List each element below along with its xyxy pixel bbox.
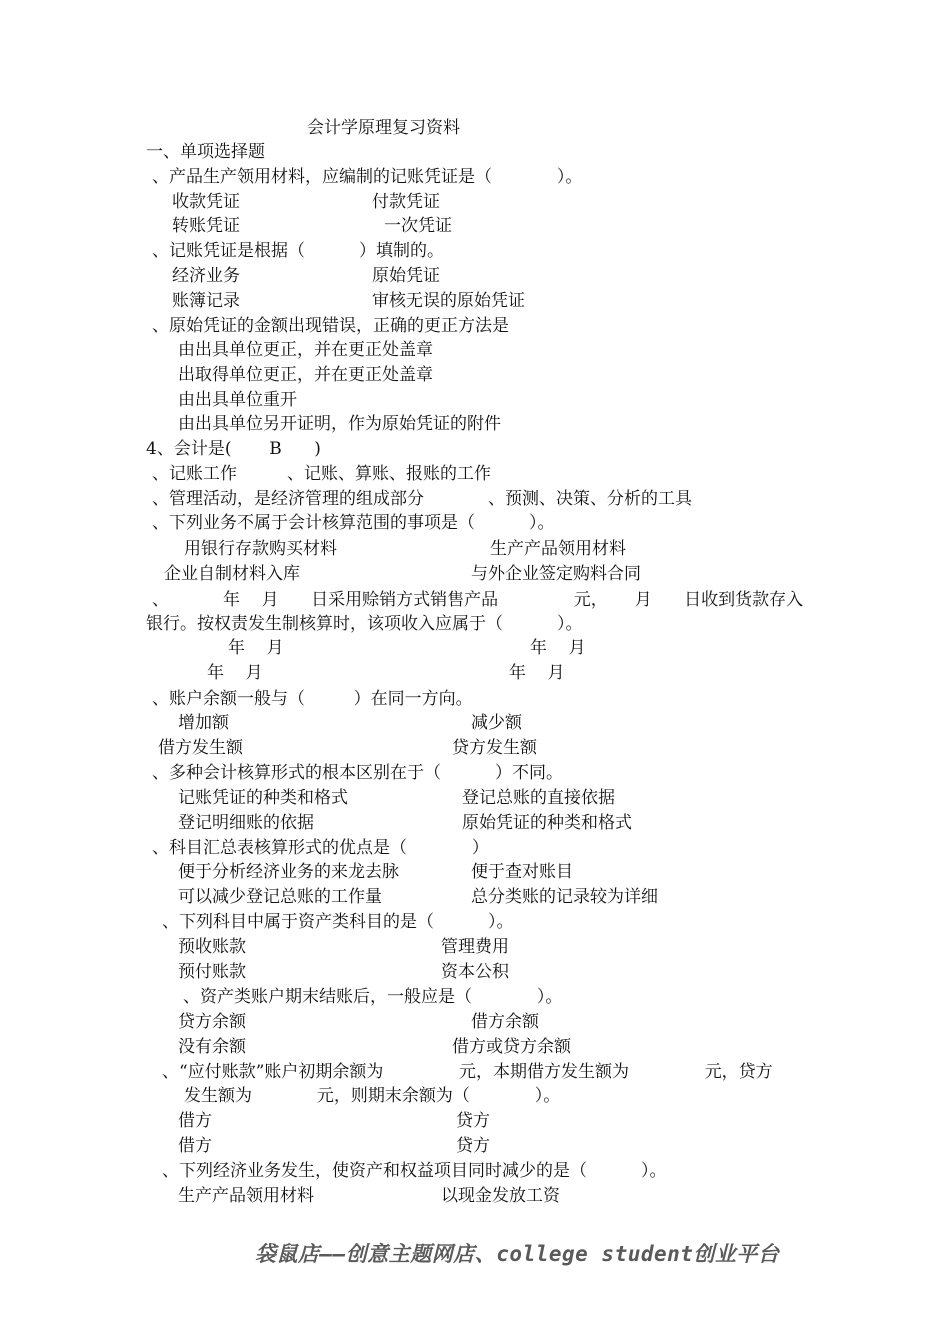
question-3-option-d: 由出具单位另开证明，作为原始凭证的附件: [178, 414, 501, 434]
question-3-option-a: 由出具单位更正，并在更正处盖章: [178, 340, 433, 360]
footer-watermark: 袋鼠店——创意主题网店、college student创业平台: [255, 1242, 780, 1266]
question-13-option-b: 以现金发放工资: [441, 1186, 560, 1206]
question-11-option-d: 借方或贷方余额: [452, 1037, 571, 1057]
question-4-option-b: 、记账、算账、报账的工作: [287, 464, 491, 484]
question-8-option-d: 原始凭证的种类和格式: [462, 813, 632, 833]
question-11-option-c: 没有余额: [178, 1037, 246, 1057]
question-12-option-b: 贷方: [456, 1111, 490, 1131]
question-4-option-a: 、记账工作: [152, 464, 237, 484]
question-6-option-d: 年 月: [509, 663, 565, 683]
question-12-stem: 、“应付账款”账户初期余额为 元，本期借方发生额为 元，贷方: [162, 1062, 773, 1082]
question-13-stem: 、下列经济业务发生，使资产和权益项目同时减少的是（ ）。: [162, 1161, 667, 1181]
question-7-stem: 、账户余额一般与（ ）在同一方向。: [152, 689, 473, 709]
question-7-option-a: 增加额: [178, 713, 229, 733]
question-7-option-d: 贷方发生额: [452, 738, 537, 758]
section-heading: 一、单项选择题: [146, 142, 265, 162]
question-3-option-b: 出取得单位更正，并在更正处盖章: [178, 365, 433, 385]
question-12-option-d: 贷方: [456, 1136, 490, 1156]
question-12-option-c: 借方: [178, 1136, 212, 1156]
question-4-stem: 4、会计是( B ): [146, 439, 321, 459]
question-2-option-d: 审核无误的原始凭证: [372, 291, 525, 311]
document-title: 会计学原理复习资料: [307, 118, 460, 138]
question-6-stem-continued: 银行。按权责发生制核算时，该项收入应属于（ ）。: [146, 614, 583, 634]
question-5-stem: 、下列业务不属于会计核算范围的事项是（ ）。: [152, 513, 555, 533]
question-5-option-a: 用银行存款购买材料: [184, 539, 337, 559]
question-10-option-c: 预付账款: [178, 962, 246, 982]
question-11-option-a: 贷方余额: [178, 1012, 246, 1032]
question-2-option-a: 经济业务: [172, 266, 240, 286]
question-6-option-c: 年 月: [207, 663, 263, 683]
question-11-stem: 、资产类账户期末结账后，一般应是（ ）。: [183, 987, 563, 1007]
question-6-option-a: 年 月: [228, 638, 284, 658]
question-9-option-d: 总分类账的记录较为详细: [471, 887, 658, 907]
question-4-option-c: 、管理活动，是经济管理的组成部分: [152, 489, 424, 509]
question-1-option-a: 收款凭证: [172, 192, 240, 212]
question-8-stem: 、多种会计核算形式的根本区别在于（ ）不同。: [152, 763, 564, 783]
question-9-option-c: 可以减少登记总账的工作量: [178, 887, 382, 907]
question-11-option-b: 借方余额: [471, 1012, 539, 1032]
question-5-option-d: 与外企业签定购料合同: [471, 564, 641, 584]
question-10-option-b: 管理费用: [441, 937, 509, 957]
question-10-option-a: 预收账款: [178, 937, 246, 957]
question-8-option-b: 登记总账的直接依据: [462, 788, 615, 808]
question-3-stem: 、原始凭证的金额出现错误，正确的更正方法是: [152, 316, 509, 336]
question-8-option-a: 记账凭证的种类和格式: [178, 788, 348, 808]
question-10-stem: 、下列科目中属于资产类科目的是（ ）。: [162, 912, 514, 932]
question-9-stem: 、科目汇总表核算形式的优点是（ ）: [152, 838, 489, 858]
question-1-option-b: 付款凭证: [372, 192, 440, 212]
question-2-option-b: 原始凭证: [372, 266, 440, 286]
question-4-option-d: 、预测、决策、分析的工具: [488, 489, 692, 509]
question-12-option-a: 借方: [178, 1111, 212, 1131]
question-2-stem: 、记账凭证是根据（ ）填制的。: [152, 241, 445, 261]
question-8-option-c: 登记明细账的依据: [178, 813, 314, 833]
question-5-option-b: 生产产品领用材料: [490, 539, 626, 559]
question-10-option-d: 资本公积: [441, 962, 509, 982]
question-9-option-a: 便于分析经济业务的来龙去脉: [178, 862, 399, 882]
question-5-option-c: 企业自制材料入库: [164, 564, 300, 584]
question-12-stem-continued: 发生额为 元，则期末余额为（ ）。: [184, 1086, 561, 1106]
question-1-option-c: 转账凭证: [172, 216, 240, 236]
question-1-stem: 、产品生产领用材料，应编制的记账凭证是（ ）。: [152, 167, 583, 187]
question-2-option-c: 账簿记录: [172, 291, 240, 311]
question-6-stem: 、 年 月 日采用赊销方式销售产品 元， 月 日收到货款存入: [152, 590, 804, 610]
question-13-option-a: 生产产品领用材料: [178, 1186, 314, 1206]
question-1-option-d: 一次凭证: [384, 216, 452, 236]
question-6-option-b: 年 月: [530, 638, 586, 658]
question-7-option-b: 减少额: [471, 713, 522, 733]
question-9-option-b: 便于查对账目: [471, 862, 573, 882]
question-3-option-c: 由出具单位重开: [178, 390, 297, 410]
question-7-option-c: 借方发生额: [158, 738, 243, 758]
